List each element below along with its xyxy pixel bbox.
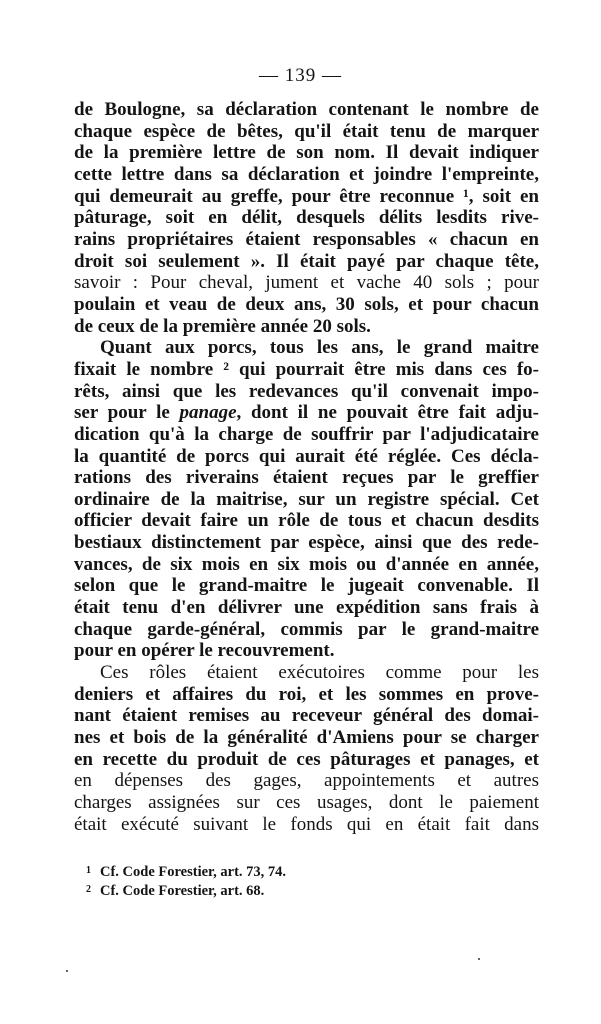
body-text xyxy=(74,99,539,835)
footnote xyxy=(86,881,386,900)
text-line: de ceux de la première année 20 sols. xyxy=(74,315,371,337)
text-line: poulain et veau de deux ans, 30 sols, et pour chacun xyxy=(74,293,539,315)
text-line: était exécuté suivant le fonds qui en était fait dans xyxy=(74,813,539,835)
text-line: fixait le nombre ² qui pourrait être mis dans ces fo- xyxy=(74,358,539,380)
text-line: rations des riverains étaient reçues par le greffier xyxy=(74,467,539,489)
footnote-marker: 2 xyxy=(86,884,91,895)
footnote-text: Cf. Code Forestier, art. 68. xyxy=(100,883,265,899)
text-line: de la première lettre de son nom. Il devait indiquer xyxy=(74,142,539,164)
text-line: ser pour le panage, dont il ne pouvait être fait adju- xyxy=(74,402,540,424)
text-line: charges assignées sur ces usages, dont le paiement xyxy=(74,792,539,813)
text-line: ordinaire de la maitrise, sur un registre spécial. Cet xyxy=(74,488,539,510)
text-line: deniers et affaires du roi, et les sommes en prove- xyxy=(74,683,539,705)
emphasis-term: panage xyxy=(179,402,237,424)
footnotes xyxy=(86,862,386,900)
text-line: chaque garde-général, commis par le grand-maitre xyxy=(74,618,539,640)
text-line: était tenu d'en délivrer une expédition sans frais à xyxy=(74,597,539,619)
text-line: Quant aux porcs, tous les ans, le grand maitre xyxy=(100,337,539,359)
text-line: droit soi seulement ». Il était payé par chaque tête, xyxy=(74,250,539,272)
text-line: en recette du produit de ces pâturages et panages, et xyxy=(74,748,539,770)
print-speck xyxy=(66,970,68,972)
text-line: Ces rôles étaient exécutoires comme pour les xyxy=(100,662,539,684)
text-line: la quantité de porcs qui aurait été réglée. Ces décla- xyxy=(74,445,539,467)
text-line: pâturage, soit en délit, desquels délits lesdits rive- xyxy=(74,207,539,229)
text-line: savoir : Pour cheval, jument et vache 40 sols ; pour xyxy=(74,272,539,294)
footnote xyxy=(86,862,386,881)
page-number: — 139 — xyxy=(259,65,342,86)
footnote-marker: 1 xyxy=(86,865,91,876)
text-line: vances, de six mois en six mois ou d'année en année, xyxy=(74,553,539,575)
text-line: selon que le grand-maitre le jugeait convenable. Il xyxy=(74,575,539,597)
text-line: en dépenses des gages, appointements et autres xyxy=(74,770,539,792)
text-line: nant étaient remises au receveur général des domai- xyxy=(74,705,539,727)
text-line: pour en opérer le recouvrement. xyxy=(74,640,335,662)
text-line: rêts, ainsi que les redevances qu'il convenait impo- xyxy=(74,380,539,402)
text-line: cette lettre dans sa déclaration et joindre l'empreinte, xyxy=(74,163,539,185)
footnote-text: Cf. Code Forestier, art. 73, 74. xyxy=(100,864,287,880)
text-line: dication qu'à la charge de souffrir par l'adjudicataire xyxy=(74,423,539,445)
print-speck xyxy=(478,958,480,960)
text-line: bestiaux distinctement par espèce, ainsi que des rede- xyxy=(74,532,539,554)
text-line: qui demeurait au greffe, pour être reconnue ¹, soit en xyxy=(74,185,539,207)
text-line: chaque espèce de bêtes, qu'il était tenu de marquer xyxy=(74,120,539,142)
text-line: officier devait faire un rôle de tous et chacun desdits xyxy=(74,510,539,532)
text-line: nes et bois de la généralité d'Amiens pour se charger xyxy=(74,727,539,749)
text-line: rains propriétaires étaient responsables « chacun en xyxy=(74,228,539,250)
text-line: de Boulogne, sa déclaration contenant le nombre de xyxy=(74,99,539,120)
